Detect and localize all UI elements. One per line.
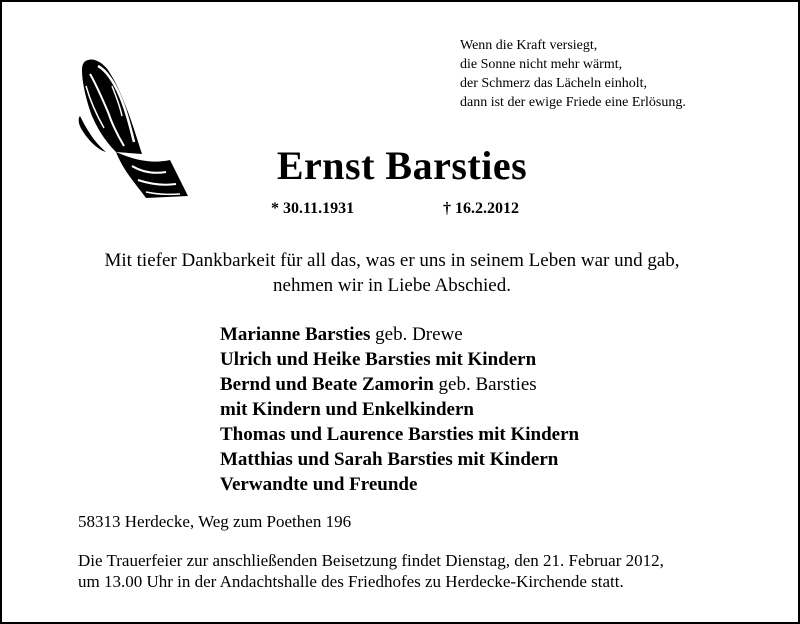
family-entry-name: Matthias und Sarah Barsties mit Kindern [220, 449, 559, 470]
family-entry-name: Bernd und Beate Zamorin [220, 374, 434, 395]
death-date: † 16.2.2012 [443, 200, 519, 217]
birth-date: * 30.11.1931 [271, 200, 355, 217]
family-entry-name: Thomas und Laurence Barsties mit Kindern [220, 424, 580, 445]
family-entry-note: geb. Drewe [370, 324, 463, 345]
intro-line: Mit tiefer Dankbarkeit für all das, was er uns in seinem Leben war und gab, [104, 250, 680, 271]
poem-line: Wenn die Kraft versiegt, [460, 38, 598, 53]
family-entry [220, 447, 579, 472]
family-entry [220, 397, 579, 422]
address: 58313 Herdecke, Weg zum Poethen 196 [78, 512, 352, 531]
deceased-name: Ernst Barsties [276, 143, 528, 188]
family-entry [220, 347, 579, 372]
poem-line: der Schmerz das Lächeln einholt, [460, 76, 647, 91]
family-entry-name: Verwandte und Freunde [220, 474, 418, 495]
intro-text [2, 248, 782, 298]
poem [460, 36, 686, 112]
poem-line: die Sonne nicht mehr wärmt, [460, 57, 623, 72]
intro-line: nehmen wir in Liebe Abschied. [273, 275, 511, 296]
family-entry [220, 472, 579, 497]
service-line: um 13.00 Uhr in der Andachtshalle des Friedhofes zu Herdecke-Kirchende statt. [78, 572, 624, 591]
family-entry-name: mit Kindern und Enkelkindern [220, 399, 474, 420]
poem-line: dann ist der ewige Friede eine Erlösung. [460, 95, 686, 110]
family-entry [220, 422, 579, 447]
family-entry [220, 372, 579, 397]
family-entry-name: Ulrich und Heike Barsties mit Kindern [220, 349, 537, 370]
family-list [220, 322, 579, 497]
service-line: Die Trauerfeier zur anschließenden Beisetzung findet Dienstag, den 21. Februar 2012, [78, 551, 664, 570]
family-entry-note: geb. Barsties [433, 374, 537, 395]
funeral-service-info [78, 550, 664, 592]
family-entry-name: Marianne Barsties [220, 324, 371, 345]
family-entry [220, 322, 579, 347]
